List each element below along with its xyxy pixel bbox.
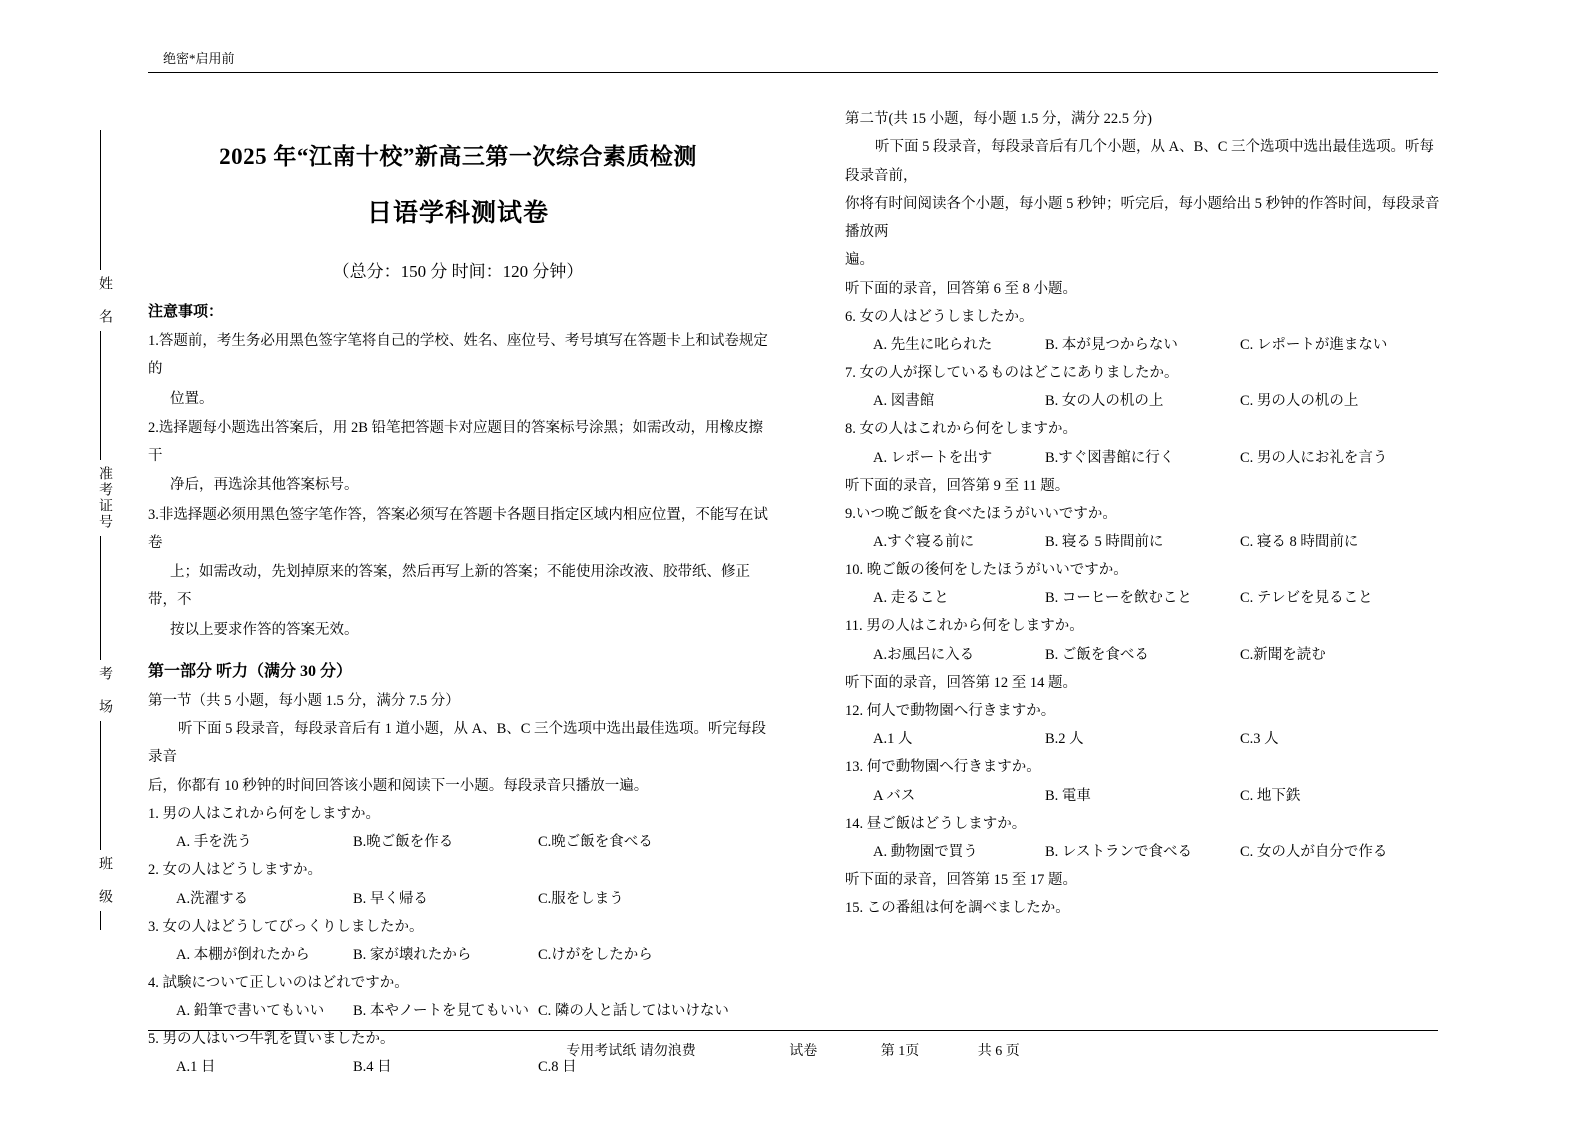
option-a[interactable]: A. 本棚が倒れたから [176,946,310,963]
seal-label-name: 姓 名 [88,270,114,331]
option-c[interactable]: C. テレビを見ること [1240,590,1373,607]
option-c[interactable]: C. 地下鉄 [1240,787,1301,804]
section-two-desc-line3: 遍。 [845,252,874,269]
notice-item: 3.非选择题必须用黑色签字笔作答，答案必须写在答题卡各题目指定区域内相应位置，不能写在试卷 [148,506,768,551]
question-stem: 4. 試験について正しいのはどれですか。 [148,974,409,991]
question-options [148,941,768,969]
question-options [845,584,1445,612]
question-stem: 15. この番組は何を調べましたか。 [845,900,1070,917]
question-options [845,331,1445,359]
option-a[interactable]: A.洗濯する [176,890,249,907]
secret-label: 绝密*启用前 [163,51,235,66]
option-a[interactable]: A.1 日 [176,1059,216,1076]
footer-page-number: 第 1页 [880,1044,920,1059]
option-c[interactable]: C.8 日 [538,1059,577,1076]
right-column [845,105,1445,922]
option-b[interactable]: B. コーヒーを飲むこと [1045,590,1192,607]
question-options [148,997,768,1025]
option-c[interactable]: C.晩ご飯を食べる [538,834,653,851]
option-c[interactable]: C. レポートが進まない [1240,337,1388,354]
question-stem: 9.いつ晩ご飯を食べたほうがいいですか。 [845,505,1117,522]
question-stem: 2. 女の人はどうしますか。 [148,862,322,879]
seal-label-exam-number: 准考证号 [88,460,114,536]
notice-item-text: 净后，再选涂其他答案标号。 [170,477,359,494]
listening-cue-9-11: 听下面的录音，回答第 9 至 11 题。 [845,477,1070,494]
option-a[interactable]: A. 手を洗う [176,834,252,851]
listening-cue-6-8: 听下面的录音，回答第 6 至 8 小题。 [845,280,1077,297]
question-stem: 11. 男の人はこれから何をしますか。 [845,618,1084,635]
option-b[interactable]: B. 寝る 5 時間前に [1045,534,1164,551]
notice-item [148,558,768,615]
option-b[interactable]: B. レストランで食べる [1045,843,1192,860]
option-b[interactable]: B.すぐ図書館に行く [1045,449,1175,466]
option-b[interactable]: B. 本が見つからない [1045,337,1178,354]
footer-total-pages: 共 6 页 [977,1044,1020,1059]
question-options [845,444,1445,472]
footer-paper-label: 试卷 [789,1044,818,1059]
question-stem: 13. 何で動物園へ行きますか。 [845,759,1041,776]
question-stem: 7. 女の人が探しているものはどこにありましたか。 [845,365,1179,382]
option-b[interactable]: B. ご飯を食べる [1045,646,1149,663]
option-a[interactable]: A.お風呂に入る [873,646,975,663]
question-stem: 14. 昼ご飯はどうしますか。 [845,815,1027,832]
seal-label-class: 班 级 [88,850,114,911]
option-c[interactable]: C.新聞を読む [1240,646,1326,663]
option-c[interactable]: C. 隣の人と話してはいけない [538,1003,729,1020]
option-a[interactable]: A. 先生に叱られた [873,337,993,354]
question-stem: 8. 女の人はこれから何をしますか。 [845,421,1077,438]
question-options [845,641,1445,669]
question-options [845,838,1445,866]
option-b[interactable]: B.晩ご飯を作る [353,834,454,851]
option-b[interactable]: B. 早く帰る [353,890,428,907]
option-a[interactable]: A. レポートを出す [873,449,993,466]
notice-item [148,385,768,413]
section-one-heading: 第一节（共 5 小题，每小题 1.5 分，满分 7.5 分） [148,692,460,709]
option-b[interactable]: B. 本やノートを見てもいい [353,1003,529,1020]
notice-item-text: 按以上要求作答的答案无效。 [170,621,359,638]
question-options [845,528,1445,556]
question-options [148,828,768,856]
section-two-desc-line2: 你将有时间阅读各个小题，每小题 5 秒钟；听完后，每小题给出 5 秒钟的作答时间，每段录音播放两 [845,195,1440,241]
option-a[interactable]: A. 走ること [873,590,949,607]
left-column [148,100,768,1081]
option-a[interactable]: A. 図書館 [873,393,935,410]
part-one-heading: 第一部分 听力（满分 30 分） [148,662,353,680]
question-stem: 10. 晩ご飯の後何をしたほうがいいですか。 [845,562,1128,579]
question-stem: 1. 男の人はこれから何をしますか。 [148,805,380,822]
section-one-desc-line1: 听下面 5 段录音，每段录音后有 1 道小题，从 A、B、C 三个选项中选出最佳选项。听完每段录音 [148,721,767,766]
score-time-line: （总分：150 分 时间：120 分钟） [332,262,584,281]
question-options [845,782,1445,810]
section-two-desc-line1: 听下面 5 段录音，每段录音后有几个小题，从 A、B、C 三个选项中选出最佳选项。听每段录音前， [845,139,1435,184]
option-b[interactable]: B. 女の人の机の上 [1045,393,1164,410]
footer-notice: 专用考试纸 请勿浪费 [566,1044,696,1059]
question-stem: 3. 女の人はどうしてびっくりしましたか。 [148,918,424,935]
notice-item [148,616,768,644]
page-subtitle: 日语学科测试卷 [366,200,549,227]
option-b[interactable]: B. 電車 [1045,787,1091,804]
question-stem: 5. 男の人はいつ牛乳を買いましたか。 [148,1031,395,1048]
option-c[interactable]: C. 男の人にお礼を言う [1240,449,1388,466]
question-stem: 12. 何人で動物園へ行きますか。 [845,702,1056,719]
listening-cue-12-14: 听下面的录音，回答第 12 至 14 题。 [845,674,1077,691]
option-a[interactable]: A.すぐ寝る前に [873,534,975,551]
option-a[interactable]: A バス [873,787,916,804]
option-a[interactable]: A. 鉛筆で書いてもいい [176,1003,325,1020]
option-a[interactable]: A.1 人 [873,731,913,748]
notice-item: 2.选择题每小题选出答案后，用 2B 铅笔把答题卡对应题目的答案标号涂黑；如需改动，用橡皮擦干 [148,419,764,465]
question-options [845,387,1445,415]
option-b[interactable]: B. 家が壊れたから [353,946,472,963]
notice-item-text: 上；如需改动，先划掉原来的答案，然后再写上新的答案；不能使用涂改液、胶带纸、修正带，不 [148,564,750,609]
page-title: 2025 年“江南十校”新高三第一次综合素质检测 [219,144,697,169]
option-c[interactable]: C.3 人 [1240,731,1279,748]
notice-item-text: 位置。 [170,390,214,407]
option-a[interactable]: A. 動物園で買う [873,843,978,860]
section-one-desc-line2: 后，你都有 10 秒钟的时间回答该小题和阅读下一小题。每段录音只播放一遍。 [148,777,649,794]
section-two-heading: 第二节(共 15 小题，每小题 1.5 分，满分 22.5 分) [845,111,1152,127]
seal-line-area [88,130,114,930]
option-c[interactable]: C. 女の人が自分で作る [1240,843,1388,860]
question-stem: 6. 女の人はどうしましたか。 [845,308,1034,325]
page-footer [148,1040,1438,1060]
listening-cue-15-17: 听下面的录音，回答第 15 至 17 题。 [845,871,1077,888]
seal-label-room: 考 场 [88,660,114,721]
option-c[interactable]: C.けがをしたから [538,946,653,963]
question-options [148,885,768,913]
question-options [845,725,1445,753]
header-divider [148,72,1438,73]
option-b[interactable]: B.4 日 [353,1059,392,1076]
option-c[interactable]: C. 寝る 8 時間前に [1240,534,1359,551]
notice-item [148,471,768,499]
option-c[interactable]: C. 男の人の机の上 [1240,393,1359,410]
notice-heading: 注意事项： [148,304,224,320]
option-c[interactable]: C.服をしまう [538,890,624,907]
option-b[interactable]: B.2 人 [1045,731,1084,748]
notice-item: 1.答题前，考生务必用黑色签字笔将自己的学校、姓名、座位号、考号填写在答题卡上和试卷规定的 [148,333,768,378]
